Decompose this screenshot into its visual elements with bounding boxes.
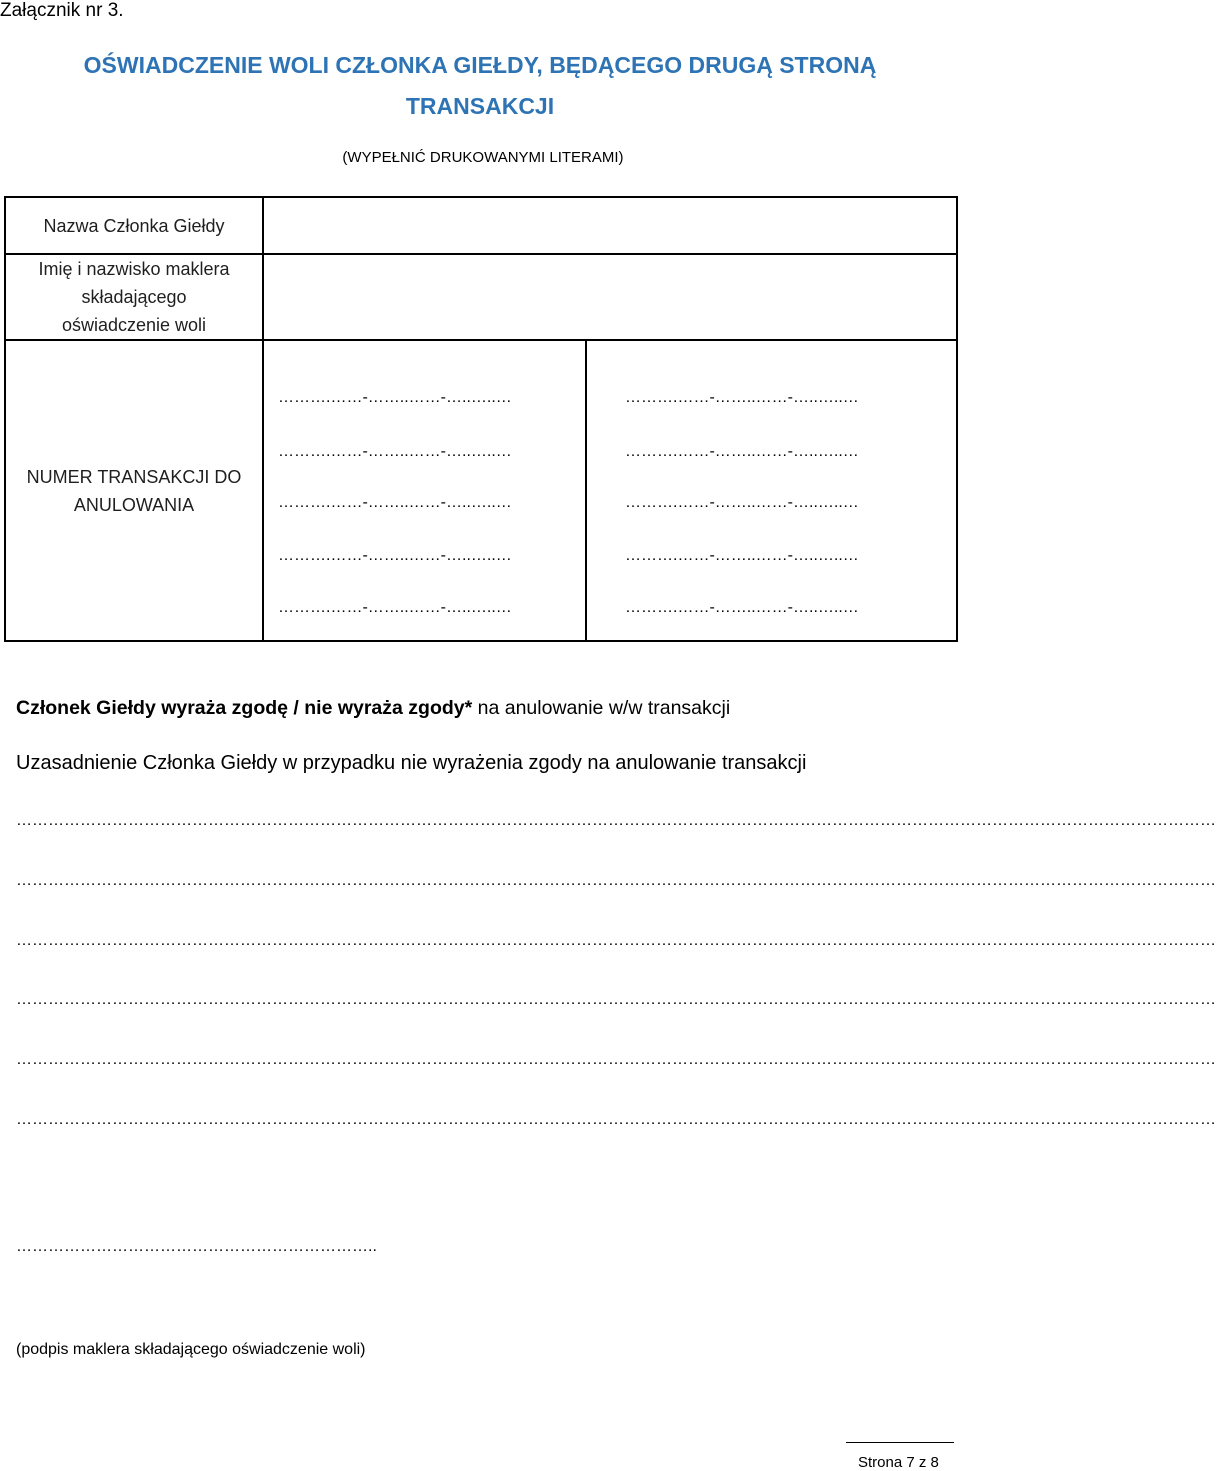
broker-name-label-line2: składającego — [81, 287, 187, 307]
signature-label: (podpis maklera składającego oświadczenie woli) — [16, 1341, 366, 1358]
transaction-number-label-line1: NUMER TRANSAKCJI DO — [26, 466, 242, 487]
member-name-label: Nazwa Członka Giełdy — [43, 215, 225, 236]
consent-statement-rest: na anulowanie w/w transakcji — [472, 697, 731, 719]
transaction-number-label-cell — [5, 340, 263, 641]
transaction-slot[interactable]: ……….……-……..……-…..…..… — [278, 599, 512, 616]
document-title-line1: OŚWIADCZENIE WOLI CZŁONKA GIEŁDY, BĘDĄCEGO DRUGĄ STRONĄ — [83, 52, 877, 78]
transaction-slot[interactable]: ……….……-……..……-…..…..… — [625, 443, 859, 460]
transaction-slot[interactable]: ……….……-……..……-…..…..… — [625, 494, 859, 511]
broker-name-input-cell[interactable] — [263, 254, 957, 340]
justification-line[interactable]: ……………………………………………………………………………………………………………………………………………………………………………………………………… — [16, 872, 1216, 889]
transaction-slot[interactable]: ……….……-……..……-…..…..… — [625, 389, 859, 406]
justification-line[interactable]: ……………………………………………………………………………………………………………………………………………………………………………………………………… — [16, 1051, 1216, 1068]
document-title-line2: TRANSAKCJI — [405, 93, 555, 119]
justification-line[interactable]: ……………………………………………………………………………………………………………………………………………………………………………………………………… — [16, 991, 1216, 1008]
attachment-label: Załącznik nr 3. — [0, 0, 124, 21]
transaction-numbers-left-cell[interactable] — [263, 340, 586, 641]
justification-line[interactable]: ……………………………………………………………………………………………………………………………………………………………………………………………………… — [16, 1111, 1216, 1128]
broker-name-label-line1: Imię i nazwisko maklera — [38, 259, 230, 279]
broker-name-label-cell — [5, 254, 263, 340]
transaction-slot[interactable]: ……….……-……..……-…..…..… — [278, 494, 512, 511]
footer-divider — [846, 1442, 954, 1443]
justification-line[interactable]: ……………………………………………………………………………………………………………………………………………………………………………………………………… — [16, 932, 1216, 949]
member-name-label-cell — [5, 197, 263, 254]
justification-label: Uzasadnienie Członka Giełdy w przypadku nie wyrażenia zgody na anulowanie transakcji — [16, 752, 807, 774]
transaction-slot[interactable]: ……….……-……..……-…..…..… — [278, 389, 512, 406]
transaction-slot[interactable]: ……….……-……..……-…..…..… — [625, 547, 859, 564]
signature-line[interactable]: ………………………………………………………….. — [16, 1238, 377, 1255]
document-subtitle: (WYPEŁNIĆ DRUKOWANYMI LITERAMI) — [342, 149, 624, 166]
transaction-slot[interactable]: ……….……-……..……-…..…..… — [278, 547, 512, 564]
member-name-input-cell[interactable] — [263, 197, 957, 254]
transaction-numbers-right-cell[interactable] — [586, 340, 957, 641]
page-number: Strona 7 z 8 — [858, 1454, 939, 1471]
transaction-slot[interactable]: ……….……-……..……-…..…..… — [625, 599, 859, 616]
transaction-number-label-line2: ANULOWANIA — [73, 494, 195, 515]
transaction-slot[interactable]: ……….……-……..……-…..…..… — [278, 443, 512, 460]
broker-name-label-line3: oświadczenie woli — [61, 315, 207, 335]
consent-statement-bold: Członek Giełdy wyraża zgodę / nie wyraża zgody* — [16, 697, 473, 719]
declaration-form-table — [4, 196, 958, 642]
justification-line[interactable]: ……………………………………………………………………………………………………………………………………………………………………………………………………… — [16, 812, 1216, 829]
consent-statement — [16, 697, 730, 720]
